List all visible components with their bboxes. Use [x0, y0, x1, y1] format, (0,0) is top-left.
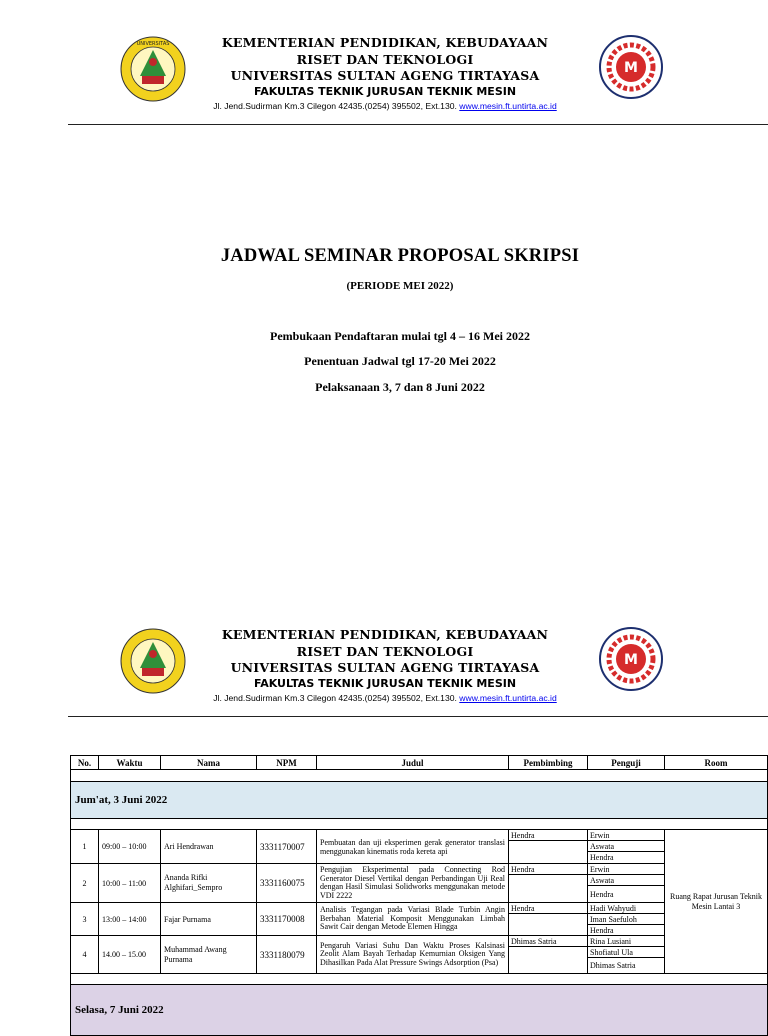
row-number: 1 — [71, 830, 99, 864]
title-cell: Pembuatan dan uji eksperimen gerak generator translasi menggunakan kinematis roda kereta api — [317, 830, 509, 864]
examiner-name: Shofiatul Ula — [588, 947, 664, 958]
svg-text:UNIVERSITAS: UNIVERSITAS — [136, 41, 170, 47]
name-cell: Muhammad Awang Purnama — [161, 936, 257, 974]
time-cell: 10:00 – 11:00 — [99, 864, 161, 903]
supervisor-name — [509, 841, 587, 852]
examiner-name: Aswata — [588, 875, 664, 886]
column-header: Waktu — [99, 756, 161, 770]
examiner-cell — [588, 936, 665, 974]
teknik-mesin-gear-icon — [598, 34, 664, 100]
column-header: Judul — [317, 756, 509, 770]
title-cell: Pengujian Eksperimental pada Connecting Rod Generator Diesel Vertikal dengan Perbandingan Uji Real dengan Hasil Simulasi Solidworks menggunakan metode VDI 2222 — [317, 864, 509, 903]
table-row — [71, 903, 768, 936]
column-header: NPM — [257, 756, 317, 770]
examiner-name: Dhimas Satria — [590, 960, 636, 970]
ministry-line-1: KEMENTERIAN PENDIDIKAN, KEBUDAYAAN — [221, 35, 549, 50]
npm-cell: 3331160075 — [257, 864, 317, 903]
supervisor-name — [509, 875, 587, 886]
time-cell: 09:00 – 10:00 — [99, 830, 161, 864]
table-row — [71, 830, 768, 864]
day-heading: Selasa, 7 Juni 2022 — [71, 985, 768, 1036]
npm-cell: 3331170007 — [257, 830, 317, 864]
address-line — [150, 101, 620, 111]
faculty-name: FAKULTAS TEKNIK JURUSAN TEKNIK MESIN — [253, 677, 517, 690]
name-cell: Ari Hendrawan — [161, 830, 257, 864]
npm-cell: 3331180079 — [257, 936, 317, 974]
supervisor-name: Hendra — [509, 903, 587, 914]
examiner-name: Erwin — [588, 830, 664, 841]
supervisor-cell — [509, 903, 588, 936]
examiner-name: Hendra — [590, 925, 614, 935]
supervisor-name: Hendra — [509, 864, 587, 875]
document-title: JADWAL SEMINAR PROPOSAL SKRIPSI — [220, 246, 580, 266]
registration-dates: Pembukaan Pendaftaran mulai tgl 4 – 16 Mei 2022 — [270, 329, 530, 343]
schedule-table — [70, 755, 768, 1036]
supervisor-name — [509, 947, 587, 958]
column-header: Penguji — [588, 756, 665, 770]
ministry-line-2: RISET DAN TEKNOLOGI — [296, 644, 474, 659]
svg-text:M: M — [624, 652, 638, 668]
supervisor-cell — [509, 864, 588, 903]
table-row — [71, 864, 768, 903]
supervisor-name: Hendra — [509, 830, 587, 841]
row-number: 3 — [71, 903, 99, 936]
spacer-row — [71, 770, 768, 782]
npm-cell: 3331170008 — [257, 903, 317, 936]
header-rule — [68, 716, 768, 717]
header-rule — [68, 124, 768, 125]
examiner-name: Erwin — [588, 864, 664, 875]
day-row — [71, 985, 768, 1036]
teknik-mesin-gear-icon — [598, 626, 664, 692]
supervisor-name — [509, 914, 587, 925]
row-number: 2 — [71, 864, 99, 903]
table-header-row — [71, 756, 768, 770]
address-text: Jl. Jend.Sudirman Km.3 Cilegon 42435.(0254) 395502, Ext.130. — [213, 101, 457, 111]
examiner-name: Hadi Wahyudi — [588, 903, 664, 914]
column-header: Room — [665, 756, 768, 770]
scheduling-dates: Penentuan Jadwal tgl 17-20 Mei 2022 — [304, 354, 496, 368]
table-row — [71, 936, 768, 974]
name-cell: Fajar Purnama — [161, 903, 257, 936]
column-header: Pembimbing — [509, 756, 588, 770]
university-name: UNIVERSITAS SULTAN AGENG TIRTAYASA — [230, 68, 540, 83]
row-number: 4 — [71, 936, 99, 974]
title-cell: Pengaruh Variasi Suhu Dan Waktu Proses Kalsinasi Zeolit Alam Bayah Terhadap Kemurnian Oksigen Yang Dihasilkan Pada Alat Pressure Swings Adsorption (Psa) — [317, 936, 509, 974]
address-line — [150, 693, 620, 703]
examiner-name: Iman Saefuloh — [588, 914, 664, 925]
day-heading: Jum'at, 3 Juni 2022 — [71, 782, 768, 819]
column-header: No. — [71, 756, 99, 770]
address-text: Jl. Jend.Sudirman Km.3 Cilegon 42435.(0254) 395502, Ext.130. — [213, 693, 457, 703]
supervisor-name: Dhimas Satria — [509, 936, 587, 947]
examiner-name: Aswata — [588, 841, 664, 852]
room-cell: Ruang Rapat Jurusan Teknik Mesin Lantai 3 — [665, 830, 768, 974]
ministry-line-1: KEMENTERIAN PENDIDIKAN, KEBUDAYAAN — [221, 627, 549, 642]
university-name: UNIVERSITAS SULTAN AGENG TIRTAYASA — [230, 660, 540, 675]
day-row — [71, 782, 768, 819]
column-header: Nama — [161, 756, 257, 770]
spacer-row — [71, 819, 768, 830]
supervisor-cell — [509, 830, 588, 864]
examiner-name: Rina Lusiani — [588, 936, 664, 947]
examiner-name: Hendra — [590, 889, 614, 899]
supervisor-cell — [509, 936, 588, 974]
time-cell: 13:00 – 14:00 — [99, 903, 161, 936]
examiner-name: Hendra — [590, 852, 614, 862]
examiner-cell — [588, 830, 665, 864]
website-link[interactable]: www.mesin.ft.untirta.ac.id — [459, 101, 557, 111]
time-cell: 14.00 – 15.00 — [99, 936, 161, 974]
svg-text:M: M — [624, 60, 638, 76]
spacer-row — [71, 974, 768, 985]
name-cell: Ananda Rifki Alghifari_Sempro — [161, 864, 257, 903]
faculty-name: FAKULTAS TEKNIK JURUSAN TEKNIK MESIN — [253, 85, 517, 98]
examiner-cell — [588, 903, 665, 936]
period-label: (PERIODE MEI 2022) — [346, 280, 454, 292]
title-cell: Analisis Tegangan pada Variasi Blade Turbin Angin Berbahan Material Komposit Menggunakan Limbah Sawit Cair dengan Metode Elemen Hingga — [317, 903, 509, 936]
website-link[interactable]: www.mesin.ft.untirta.ac.id — [459, 693, 557, 703]
ministry-line-2: RISET DAN TEKNOLOGI — [296, 52, 474, 67]
examiner-cell — [588, 864, 665, 903]
execution-dates: Pelaksanaan 3, 7 dan 8 Juni 2022 — [315, 380, 485, 394]
